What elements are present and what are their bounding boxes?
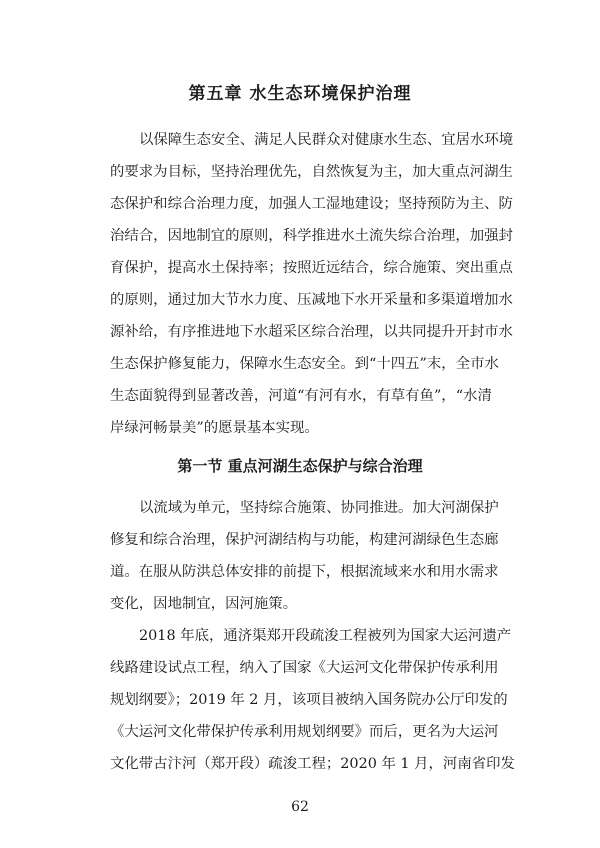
- text-line: 以保障生态安全、满足人民群众对健康水生态、宜居水环境: [139, 132, 514, 148]
- text-line: 规划纲要》；2019 年 2 月，该项目被纳入国务院办公厅印发的: [110, 692, 508, 708]
- text-line: 治结合，因地制宜的原则，科学推进水土流失综合治理，加强封: [110, 228, 513, 244]
- text-line: 生态面貌得到显著改善，河道“有河有水，有草有鱼”，“水清: [110, 388, 492, 404]
- page-number: 62: [291, 799, 309, 815]
- text-line: 变化，因地制宜，因河施策。: [110, 596, 298, 612]
- text-line: 道。在服从防洪总体安排的前提下，根据流域来水和用水需求: [110, 564, 499, 580]
- text-line: 线路建设试点工程，纳入了国家《大运河文化带保护传承利用: [110, 660, 499, 676]
- text-line: 岸绿河畅景美”的愿景基本实现。: [110, 420, 319, 436]
- text-line: 源补给，有序推进地下水超采区综合治理，以共同提升开封市水: [110, 324, 513, 340]
- text-line: 的要求为目标，坚持治理优先，自然恢复为主，加大重点河湖生: [110, 164, 513, 180]
- section-title: 第一节 重点河湖生态保护与综合治理: [177, 457, 423, 475]
- text-line: 文化带古汴河（郑开段）疏浚工程；2020 年 1 月，河南省印发: [110, 756, 515, 772]
- text-line: 育保护，提高水土保持率；按照近远结合，综合施策、突出重点: [110, 260, 513, 276]
- text-line: 《大运河文化带保护传承利用规划纲要》而后，更名为大运河: [110, 724, 499, 740]
- text-line: 2018 年底，通济渠郑开段疏浚工程被列为国家大运河遗产: [139, 628, 512, 644]
- text-line: 修复和综合治理，保护河湖结构与功能，构建河湖绿色生态廊: [110, 532, 499, 548]
- chapter-title: 第五章 水生态环境保护治理: [188, 84, 412, 104]
- text-line: 态保护和综合治理力度，加强人工湿地建设；坚持预防为主、防: [110, 196, 513, 212]
- paragraph-section-intro: [110, 492, 499, 620]
- text-line: 以流域为单元，坚持综合施策、协同推进。加大河湖保护: [139, 500, 499, 516]
- text-line: 生态保护修复能力，保障水生态安全。到“十四五”末，全市水: [110, 356, 499, 372]
- paragraph-intro: [110, 124, 514, 444]
- text-line: 的原则，通过加大节水力度、压减地下水开采量和多渠道增加水: [110, 292, 513, 308]
- paragraph-history: [110, 620, 515, 780]
